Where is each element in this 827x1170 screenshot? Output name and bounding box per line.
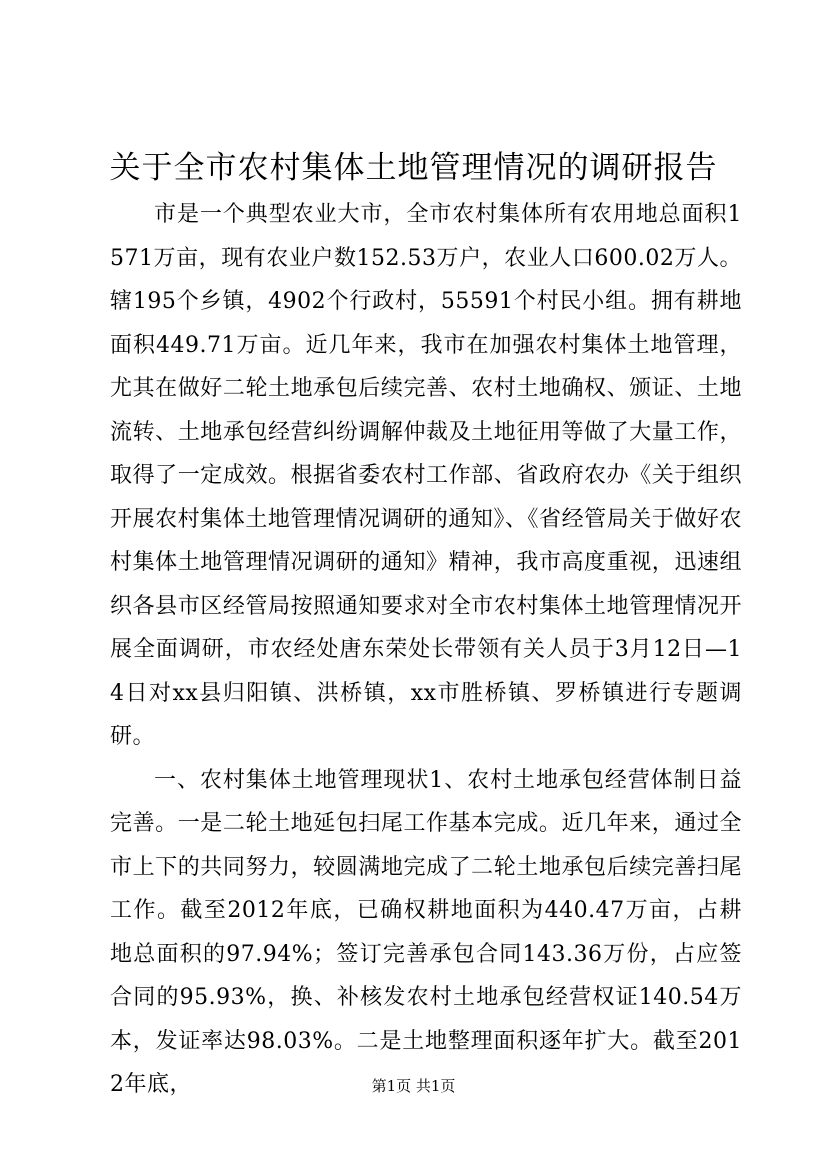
paragraph-intro: 市是一个典型农业大市，全市农村集体所有农用地总面积1571万亩，现有农业户数152.53万户，农业人口600.02万人。辖195个乡镇，4902个行政村，55591个村民小组。拥有耕地面积449.71万亩。近几年来，我市在加强农村集体土地管理，尤其在做好二轮土地承包后续完善、农村土地确权、颁证、土地流转、土地承包经营纠纷调解仲裁及土地征用等做了大量工作，取得了一定成效。根据省委农村工作部、省政府农办《关于组织开展农村集体土地管理情况调研的通知》、《省经管局关于做好农村集体土地管理情况调研的通知》精神，我市高度重视，迅速组织各县市区经管局按照通知要求对全市农村集体土地管理情况开展全面调研，市农经处唐东荣处长带领有关人员于3月12日—14日对xx县归阳镇、洪桥镇，xx市胜桥镇、罗桥镇进行专题调研。 — [110, 202, 742, 749]
page-number-label: 第1页 共1页 — [371, 1077, 456, 1095]
document-title: 关于全市农村集体土地管理情况的调研报告 — [109, 150, 718, 186]
paragraph-section-one: 一、农村集体土地管理现状1、农村土地承包经营体制日益完善。一是二轮土地延包扫尾工作基本完成。近几年来，通过全市上下的共同努力，较圆满地完成了二轮土地承包后续完善扫尾工作。截至2012年底，已确权耕地面积为440.47万亩，占耕地总面积的97.94%；签订完善承包合同143.36万份，占应签合同的95.93%，换、补核发农村土地承包经营权证140.54万本，发证率达98.03%。二是土地整理面积逐年扩大。截至2012年底， — [110, 767, 742, 1097]
page-footer — [0, 1076, 827, 1096]
document-body — [110, 193, 742, 1107]
